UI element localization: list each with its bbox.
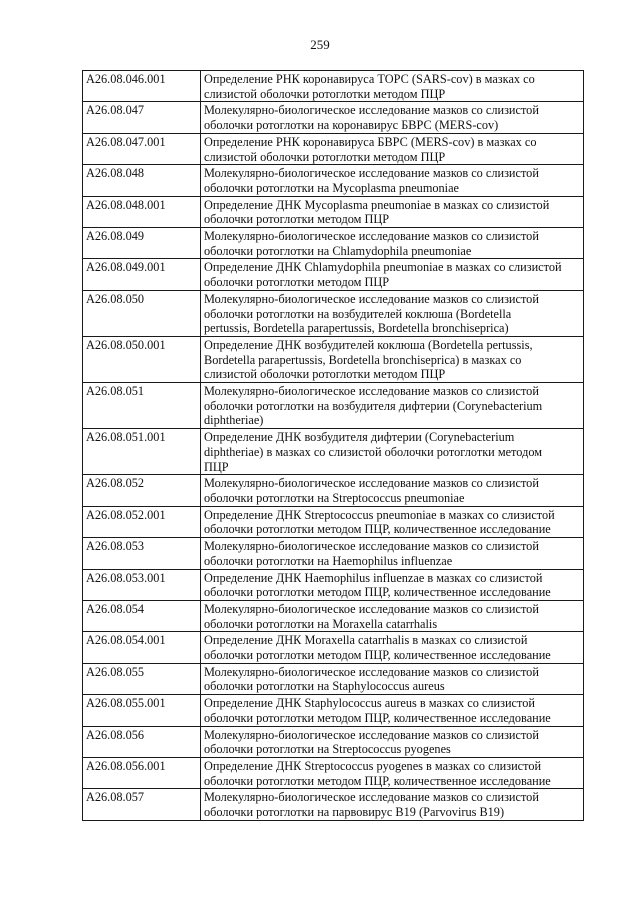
description-line: слизистой оболочки ротоглотки методом ПЦР (204, 86, 446, 101)
description-line: Определение ДНК Streptococcus pyogenes в мазках со слизистой (204, 758, 542, 773)
description-line: оболочки ротоглотки на Staphylococcus aureus (204, 679, 445, 694)
description-line: Определение РНК коронавируса БВРС (MERS-cov) в мазках со (204, 134, 537, 149)
service-code-cell: A26.08.047.001 (83, 133, 201, 164)
description-line: оболочки ротоглотки методом ПЦР (204, 275, 390, 290)
service-code-cell: A26.08.055.001 (83, 695, 201, 726)
services-table (82, 70, 584, 821)
table-row (83, 429, 584, 475)
description-line: оболочки ротоглотки на Streptococcus pneumoniae (204, 490, 465, 505)
description-line: Определение ДНК Staphylococcus aureus в мазках со слизистой (204, 696, 535, 711)
service-description-cell (201, 259, 584, 290)
table-row (83, 695, 584, 726)
table-row (83, 726, 584, 757)
service-code-cell: A26.08.047 (83, 102, 201, 133)
table-row (83, 383, 584, 429)
description-line: слизистой оболочки ротоглотки методом ПЦР (204, 367, 446, 382)
service-code-cell: A26.08.049.001 (83, 259, 201, 290)
table-row (83, 663, 584, 694)
service-description-cell (201, 569, 584, 600)
description-line: Определение ДНК Streptococcus pneumoniae в мазках со слизистой (204, 507, 555, 522)
table-row (83, 196, 584, 227)
description-line: Молекулярно-биологическое исследование мазков со слизистой (204, 727, 539, 742)
page-number: 259 (310, 37, 330, 52)
service-description-cell (201, 336, 584, 382)
description-line: оболочки ротоглотки методом ПЦР, количественное исследование (204, 648, 551, 663)
service-code-cell: A26.08.048 (83, 165, 201, 196)
service-description-cell (201, 383, 584, 429)
table-row (83, 228, 584, 259)
table-body (83, 71, 584, 821)
service-description-cell (201, 600, 584, 631)
description-line: Определение ДНК возбудителя дифтерии (Corynebacterium (204, 430, 515, 445)
description-line: Молекулярно-биологическое исследование мазков со слизистой (204, 476, 539, 491)
service-description-cell (201, 196, 584, 227)
description-line: оболочки ротоглотки на Haemophilus influenzae (204, 553, 453, 568)
description-line: pertussis, Bordetella parapertussis, Bordetella bronchiseprica) (204, 321, 509, 336)
description-line: Определение ДНК Chlamydophila pneumoniae в мазках со слизистой (204, 260, 562, 275)
description-line: слизистой оболочки ротоглотки методом ПЦР (204, 149, 446, 164)
service-code-cell: A26.08.048.001 (83, 196, 201, 227)
table-row (83, 506, 584, 537)
service-description-cell (201, 506, 584, 537)
description-line: Молекулярно-биологическое исследование мазков со слизистой (204, 664, 539, 679)
description-line: ПЦР (204, 459, 229, 474)
service-code-cell: A26.08.054 (83, 600, 201, 631)
service-description-cell (201, 165, 584, 196)
table-row (83, 259, 584, 290)
description-line: Молекулярно-биологическое исследование мазков со слизистой (204, 601, 539, 616)
description-line: Молекулярно-биологическое исследование мазков со слизистой (204, 229, 539, 244)
service-description-cell (201, 726, 584, 757)
description-line: Молекулярно-биологическое исследование мазков со слизистой (204, 103, 539, 118)
table-row (83, 569, 584, 600)
description-line: diphtheriae) (204, 413, 264, 428)
service-description-cell (201, 632, 584, 663)
table-row (83, 71, 584, 102)
service-description-cell (201, 663, 584, 694)
service-description-cell (201, 475, 584, 506)
description-line: Определение РНК коронавируса ТОРС (SARS-cov) в мазках со (204, 72, 535, 86)
service-description-cell (201, 290, 584, 336)
service-description-cell (201, 102, 584, 133)
table-row (83, 632, 584, 663)
description-line: Молекулярно-биологическое исследование мазков со слизистой (204, 384, 539, 399)
description-line: оболочки ротоглотки на коронавирус БВРС (MERS-cov) (204, 118, 499, 133)
description-line: оболочки ротоглотки на Streptococcus pyogenes (204, 742, 451, 757)
description-line: Молекулярно-биологическое исследование мазков со слизистой (204, 790, 539, 805)
description-line: оболочки ротоглотки на возбудителей коклюша (Bordetella (204, 306, 512, 321)
description-line: Bordetella parapertussis, Bordetella bronchiseprica) в мазках со (204, 352, 522, 367)
description-line: оболочки ротоглотки на Moraxella catarrhalis (204, 616, 438, 631)
table-row (83, 538, 584, 569)
table-row (83, 336, 584, 382)
table-row (83, 789, 584, 820)
description-line: Определение ДНК Haemophilus influenzae в мазках со слизистой (204, 570, 543, 585)
service-code-cell: A26.08.053.001 (83, 569, 201, 600)
service-code-cell: A26.08.051.001 (83, 429, 201, 475)
service-description-cell (201, 228, 584, 259)
service-code-cell: A26.08.052.001 (83, 506, 201, 537)
description-line: Определение ДНК Mycoplasma pneumoniae в мазках со слизистой (204, 197, 550, 212)
description-line: оболочки ротоглотки методом ПЦР, количественное исследование (204, 585, 551, 600)
description-line: оболочки ротоглотки на Chlamydophila pneumoniae (204, 243, 472, 258)
table-row (83, 290, 584, 336)
table-row (83, 102, 584, 133)
description-line: diphtheriae) в мазках со слизистой оболочки ротоглотки методом (204, 444, 543, 459)
description-line: оболочки ротоглотки методом ПЦР, количественное исследование (204, 710, 551, 725)
service-description-cell (201, 757, 584, 788)
service-code-cell: A26.08.049 (83, 228, 201, 259)
service-description-cell (201, 429, 584, 475)
description-line: оболочки ротоглотки на парвовирус В19 (Parvovirus B19) (204, 805, 505, 820)
service-description-cell (201, 695, 584, 726)
description-line: Молекулярно-биологическое исследование мазков со слизистой (204, 539, 539, 554)
service-code-cell: A26.08.056 (83, 726, 201, 757)
service-code-cell: A26.08.054.001 (83, 632, 201, 663)
table-row (83, 600, 584, 631)
table-row (83, 165, 584, 196)
service-code-cell: A26.08.050.001 (83, 336, 201, 382)
table-row (83, 757, 584, 788)
service-code-cell: A26.08.051 (83, 383, 201, 429)
service-code-cell: A26.08.052 (83, 475, 201, 506)
service-description-cell (201, 789, 584, 820)
service-code-cell: A26.08.056.001 (83, 757, 201, 788)
service-code-cell: A26.08.046.001 (83, 71, 201, 102)
table-row (83, 475, 584, 506)
description-line: Молекулярно-биологическое исследование мазков со слизистой (204, 166, 539, 181)
service-description-cell (201, 538, 584, 569)
service-code-cell: A26.08.050 (83, 290, 201, 336)
description-line: оболочки ротоглотки методом ПЦР (204, 212, 390, 227)
service-description-cell (201, 71, 584, 102)
description-line: Определение ДНК Moraxella catarrhalis в мазках со слизистой (204, 633, 528, 648)
service-description-cell (201, 133, 584, 164)
description-line: оболочки ротоглотки на возбудителя дифтерии (Corynebacterium (204, 398, 543, 413)
description-line: оболочки ротоглотки методом ПЦР, количественное исследование (204, 522, 551, 537)
description-line: Определение ДНК возбудителей коклюша (Bordetella pertussis, (204, 337, 533, 352)
description-line: оболочки ротоглотки на Mycoplasma pneumoniae (204, 180, 460, 195)
description-line: оболочки ротоглотки методом ПЦР, количественное исследование (204, 773, 551, 788)
service-code-cell: A26.08.053 (83, 538, 201, 569)
service-code-cell: A26.08.057 (83, 789, 201, 820)
table-row (83, 133, 584, 164)
service-code-cell: A26.08.055 (83, 663, 201, 694)
description-line: Молекулярно-биологическое исследование мазков со слизистой (204, 291, 539, 306)
